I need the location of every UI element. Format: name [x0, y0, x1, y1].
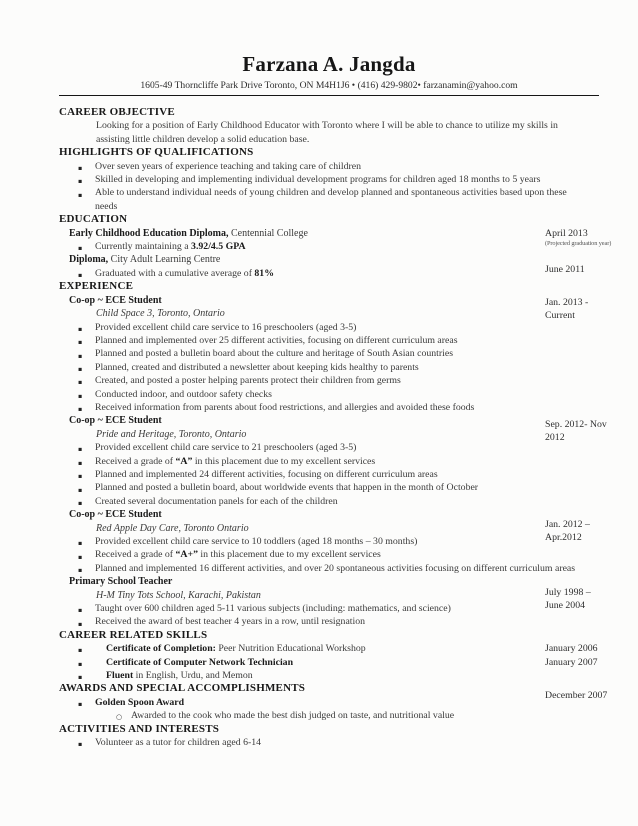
job-bullet: [59, 347, 599, 360]
square-bullet-icon: ▪: [78, 647, 83, 655]
skill-bold-text: Certificate of Computer Network Technician: [106, 656, 294, 668]
date-text: Jan. 2013 -: [545, 296, 589, 308]
job-bullet: [59, 548, 599, 561]
square-bullet-icon: ▪: [78, 245, 83, 253]
bullet-text: Graduated with a cumulative average of: [95, 267, 255, 279]
bullet-text: Created, and posted a poster helping parents protect their children from germs: [95, 375, 401, 387]
bullet-text: Created several documentation panels for each of the children: [95, 495, 338, 507]
job-bullet: [59, 441, 599, 454]
degree-title: [69, 253, 599, 266]
bullet-text: in this placement due to my excellent services: [197, 549, 381, 561]
education-bullet: [59, 267, 599, 280]
job-bullet: [59, 361, 599, 374]
job-bullet: [59, 321, 599, 334]
date-note: (Projected graduation year): [545, 239, 612, 247]
job-date: [545, 296, 638, 322]
bullet-text: Planned and posted a bulletin board about the culture and heritage of South Asian countries: [95, 348, 454, 360]
highlight-item: [59, 186, 599, 213]
date-text: June 2004: [545, 600, 586, 612]
company-name: Red Apple Day Care, Toronto Ontario: [96, 522, 249, 534]
person-name: Farzana A. Jangda: [242, 52, 416, 76]
degree-name: Early Childhood Education Diploma,: [69, 227, 229, 239]
bullet-text: Taught over 600 children aged 5-11 various subjects (including: mathematics, and science): [95, 603, 451, 615]
awards-list: [59, 696, 599, 723]
job-bullet: [59, 374, 599, 387]
section-heading-skills: CAREER RELATED SKILLS: [59, 628, 208, 641]
circle-bullet-icon: ○: [116, 713, 123, 722]
square-bullet-icon: ▪: [78, 674, 83, 682]
square-bullet-icon: ▪: [78, 392, 83, 400]
square-bullet-icon: ▪: [78, 178, 83, 186]
square-bullet-icon: ▪: [78, 446, 83, 454]
skill-bold-text: Certificate of Completion:: [106, 643, 216, 655]
award-sub-text: Awarded to the cook who made the best dish judged on taste, and nutritional value: [131, 710, 455, 722]
square-bullet-icon: ▪: [78, 567, 83, 574]
job-bullets: [59, 602, 599, 629]
highlight-text: Over seven years of experience teaching and taking care of children: [95, 160, 362, 172]
skills-list: [59, 642, 599, 682]
experience-job: [59, 294, 599, 415]
header-divider: [59, 95, 599, 96]
job-bullet: [59, 481, 599, 494]
education-bullet: [59, 240, 599, 253]
highlight-item: [59, 160, 599, 173]
square-bullet-icon: ▪: [78, 540, 83, 548]
institution-name: Centennial College: [228, 227, 308, 239]
square-bullet-icon: ▪: [78, 473, 83, 481]
job-bullet: [59, 615, 599, 628]
square-bullet-icon: ▪: [78, 701, 83, 709]
job-title: Co-op ~ ECE Student: [69, 415, 162, 427]
square-bullet-icon: ▪: [78, 339, 83, 347]
skill-item: [59, 669, 599, 682]
bullet-text: Provided excellent child care service to 21 preschoolers (aged 3-5): [95, 442, 357, 454]
job-bullet: [59, 535, 599, 548]
company-name: Child Space 3, Toronto, Ontario: [96, 308, 225, 320]
skill-bold-text: Fluent: [106, 670, 134, 682]
education-entry: [59, 253, 599, 280]
bullet-text: Planned and implemented 24 different activities, focusing on different curriculum areas: [95, 468, 438, 480]
date-text: July 1998 –: [545, 587, 591, 599]
date-text: Sep. 2012- Nov: [545, 419, 607, 431]
section-heading-activities: ACTIVITIES AND INTERESTS: [59, 722, 220, 735]
job-bullet: [59, 388, 599, 401]
job-bullets: [59, 441, 599, 508]
square-bullet-icon: ▪: [78, 365, 83, 373]
activity-text: Volunteer as a tutor for children aged 6-14: [95, 737, 262, 749]
date-text: June 2011: [545, 264, 585, 276]
contact-line: 1605-49 Thorncliffe Park Drive Toronto, ON M4H1J6 • (416) 429-9802• farzanamin@yahoo.com: [140, 80, 518, 91]
job-bullet: [59, 495, 599, 508]
bullet-text: Planned and implemented over 25 different activities, focusing on different curriculum areas: [95, 334, 458, 346]
bullet-text: Provided excellent child care service to 10 toddlers (aged 18 months – 30 months): [95, 536, 418, 547]
date-text: Apr.2012: [545, 532, 582, 544]
job-bullet: [59, 455, 599, 468]
section-heading-experience: EXPERIENCE: [59, 280, 134, 293]
square-bullet-icon: ▪: [78, 620, 83, 628]
activity-item: [59, 736, 599, 749]
awards-section: [59, 682, 608, 722]
institution-name: City Adult Learning Centre: [108, 254, 221, 266]
bullet-text: Planned and implemented 16 different activities, and over 20 spontaneous activities focusing on different curriculum areas: [95, 562, 576, 574]
job-bullets: [59, 535, 599, 575]
bullet-text: in this placement due to my excellent services: [192, 455, 376, 467]
highlight-text: Able to understand individual needs of young children and develop planned and spontaneous activities based upon these needs: [95, 187, 567, 212]
company-name: Pride and Heritage, Toronto, Ontario: [96, 428, 247, 440]
skill-text: Peer Nutrition Educational Workshop: [215, 643, 366, 655]
bullet-text: Conducted indoor, and outdoor safety checks: [95, 388, 272, 400]
square-bullet-icon: ▪: [78, 325, 83, 333]
experience-job: [59, 575, 599, 629]
section-heading-highlights: HIGHLIGHTS OF QUALIFICATIONS: [59, 146, 254, 159]
award-title: Golden Spoon Award: [95, 696, 185, 708]
job-bullet: [59, 401, 599, 414]
bullet-text: Provided excellent child care service to 16 preschoolers (aged 3-5): [95, 321, 357, 333]
degree-name: Diploma,: [69, 254, 109, 266]
bullet-text: Received the award of best teacher 4 years in a row, until resignation: [95, 616, 366, 628]
bullet-bold-text: 81%: [254, 267, 274, 279]
job-bullet: [59, 602, 599, 615]
education-bullets: [59, 240, 599, 253]
resume-content: [59, 52, 612, 750]
job-bullet: [59, 562, 599, 575]
date-text: April 2013: [545, 227, 588, 239]
square-bullet-icon: ▪: [78, 660, 83, 668]
bullet-bold-text: 3.92/4.5 GPA: [191, 241, 246, 253]
award-item: [59, 696, 599, 709]
square-bullet-icon: ▪: [78, 191, 83, 199]
square-bullet-icon: ▪: [78, 459, 83, 467]
skill-text: in English, Urdu, and Memon: [133, 670, 253, 682]
experience-job: [59, 508, 599, 575]
bullet-bold-text: “A+”: [175, 549, 198, 561]
section-heading-awards: AWARDS AND SPECIAL ACCOMPLISHMENTS: [59, 682, 306, 695]
square-bullet-icon: ▪: [78, 379, 83, 387]
job-bullet: [59, 334, 599, 347]
square-bullet-icon: ▪: [78, 553, 83, 561]
square-bullet-icon: ▪: [78, 486, 83, 494]
company-name: H-M Tiny Tots School, Karachi, Pakistan: [96, 589, 261, 601]
experience-job: [59, 414, 607, 508]
square-bullet-icon: ▪: [78, 741, 83, 749]
awards-date: December 2007: [545, 690, 608, 702]
square-bullet-icon: ▪: [78, 607, 83, 615]
date-text: Current: [545, 309, 575, 321]
education-entry: [59, 227, 612, 254]
section-heading-career-objective: CAREER OBJECTIVE: [59, 106, 175, 118]
job-bullets: [59, 321, 599, 415]
skill-item: [59, 642, 599, 655]
highlight-text: Skilled in developing and implementing individual development programs for children aged 18 months to 5 years: [95, 174, 541, 186]
job-bullet: [59, 468, 599, 481]
job-title: Primary School Teacher: [69, 576, 173, 588]
bullet-text: Currently maintaining a: [95, 241, 192, 253]
square-bullet-icon: ▪: [78, 352, 83, 360]
skill-date: January 2006: [545, 643, 598, 655]
bullet-text: Received a grade of: [95, 455, 176, 467]
square-bullet-icon: ▪: [78, 164, 83, 172]
activities-list: [59, 736, 599, 749]
section-heading-education: EDUCATION: [59, 213, 128, 226]
square-bullet-icon: ▪: [78, 272, 83, 280]
square-bullet-icon: ▪: [78, 406, 83, 414]
bullet-text: Received information from parents about food restrictions, and allergies and avoided these foods: [95, 401, 475, 413]
skill-item: [59, 656, 599, 669]
job-title: Co-op ~ ECE Student: [69, 509, 162, 521]
highlight-item: [59, 173, 599, 186]
degree-title: [69, 227, 599, 240]
square-bullet-icon: ▪: [78, 499, 83, 507]
education-bullets: [59, 267, 599, 280]
job-title: Co-op ~ ECE Student: [69, 294, 162, 306]
skill-date: January 2007: [545, 656, 598, 668]
date-text: 2012: [545, 432, 565, 444]
bullet-text: Received a grade of: [95, 549, 176, 561]
bullet-text: Planned, created and distributed a newsletter about keeping kids healthy to parents: [95, 361, 419, 373]
date-text: Jan. 2012 –: [545, 519, 590, 531]
objective-text: Looking for a position of Early Childhood Educator with Toronto where I will be able to chance to utilize my skills in assisting little children develop a solid education base.: [96, 120, 558, 145]
bullet-bold-text: “A”: [175, 455, 193, 467]
highlights-list: [59, 160, 599, 214]
bullet-text: Planned and posted a bulletin board, about worldwide events that happen in the month of October: [95, 482, 479, 494]
award-sub-item: [59, 709, 599, 722]
